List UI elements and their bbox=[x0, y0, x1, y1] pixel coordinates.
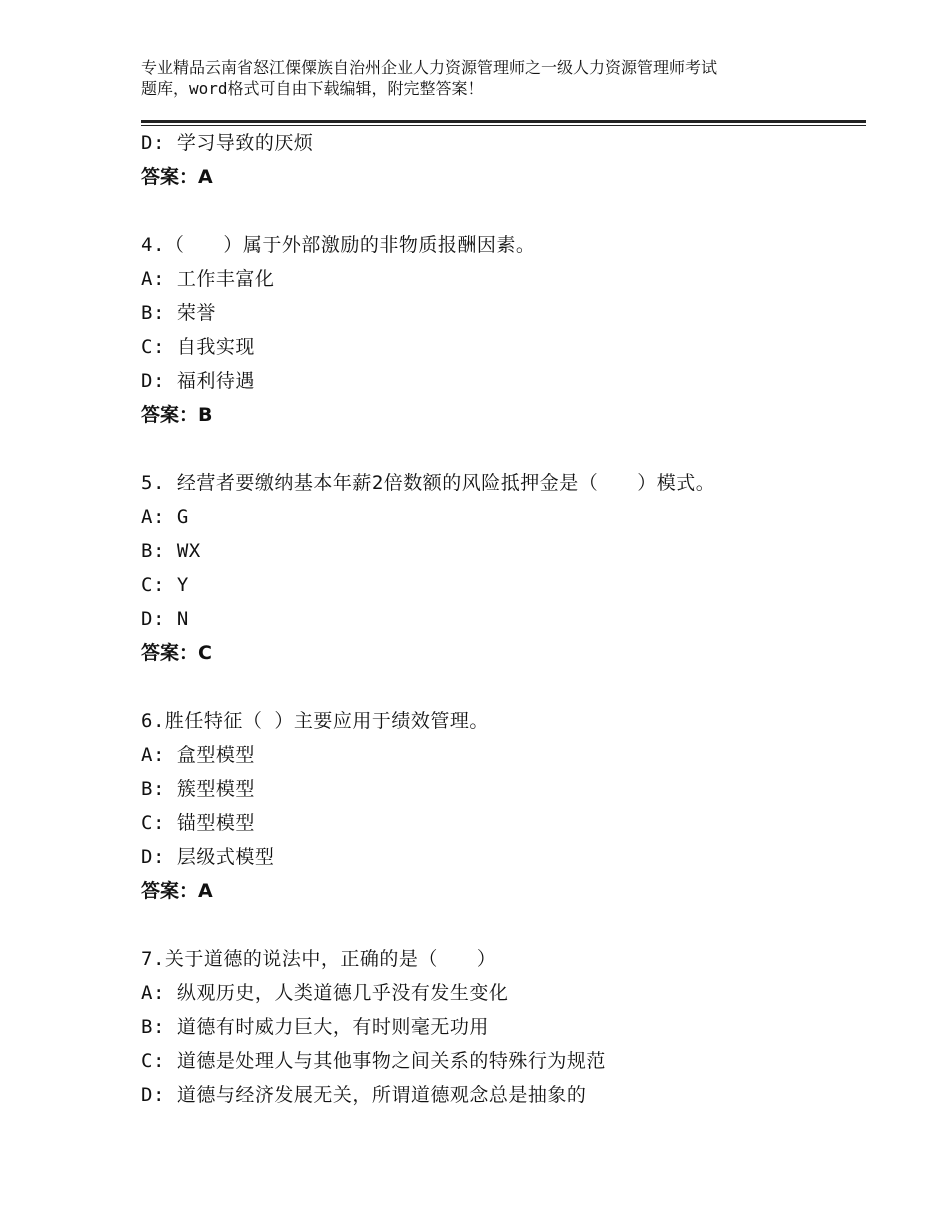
spacer bbox=[141, 436, 866, 470]
option-a: A: 工作丰富化 bbox=[141, 268, 275, 290]
answer: 答案：C bbox=[141, 642, 212, 664]
option-b: B: 道德有时威力巨大，有时则毫无功用 bbox=[141, 1016, 489, 1038]
option-b: B: WX bbox=[141, 540, 201, 562]
question-4 bbox=[141, 232, 866, 436]
header-rule-thin bbox=[141, 125, 866, 126]
header-line-2: 题库，word格式可自由下载编辑，附完整答案！ bbox=[141, 79, 484, 98]
question-6 bbox=[141, 708, 866, 912]
spacer bbox=[141, 912, 866, 946]
question-stem: 5. 经营者要缴纳基本年薪2倍数额的风险抵押金是（ ）模式。 bbox=[141, 472, 716, 494]
option-a: A: 纵观历史，人类道德几乎没有发生变化 bbox=[141, 982, 509, 1004]
page-header bbox=[141, 57, 841, 99]
option-d: D: 道德与经济发展无关，所谓道德观念总是抽象的 bbox=[141, 1084, 587, 1106]
header-rule-thick bbox=[141, 120, 866, 123]
option-b: B: 荣誉 bbox=[141, 302, 216, 324]
question-stem: 7.关于道德的说法中，正确的是（ ） bbox=[141, 948, 497, 970]
question-list bbox=[141, 130, 866, 1116]
spacer bbox=[141, 674, 866, 708]
option-d: D: N bbox=[141, 608, 189, 630]
option-d: D: 学习导致的厌烦 bbox=[141, 132, 314, 154]
question-stem: 6.胜任特征（ ）主要应用于绩效管理。 bbox=[141, 710, 489, 732]
option-c: C: Y bbox=[141, 574, 189, 596]
option-b: B: 簇型模型 bbox=[141, 778, 255, 800]
option-a: A: G bbox=[141, 506, 189, 528]
option-c: C: 道德是处理人与其他事物之间关系的特殊行为规范 bbox=[141, 1050, 606, 1072]
option-a: A: 盒型模型 bbox=[141, 744, 255, 766]
option-d: D: 福利待遇 bbox=[141, 370, 255, 392]
question-stem: 4.（ ）属于外部激励的非物质报酬因素。 bbox=[141, 234, 536, 256]
option-d: D: 层级式模型 bbox=[141, 846, 275, 868]
answer: 答案：B bbox=[141, 404, 213, 426]
option-c: C: 锚型模型 bbox=[141, 812, 255, 834]
answer: 答案：A bbox=[141, 166, 213, 188]
spacer bbox=[141, 198, 866, 232]
question-5 bbox=[141, 470, 866, 674]
question-3-tail bbox=[141, 130, 866, 198]
answer: 答案：A bbox=[141, 880, 213, 902]
option-c: C: 自我实现 bbox=[141, 336, 255, 358]
header-line-1: 专业精品云南省怒江傈僳族自治州企业人力资源管理师之一级人力资源管理师考试 bbox=[141, 58, 718, 77]
question-7 bbox=[141, 946, 866, 1116]
